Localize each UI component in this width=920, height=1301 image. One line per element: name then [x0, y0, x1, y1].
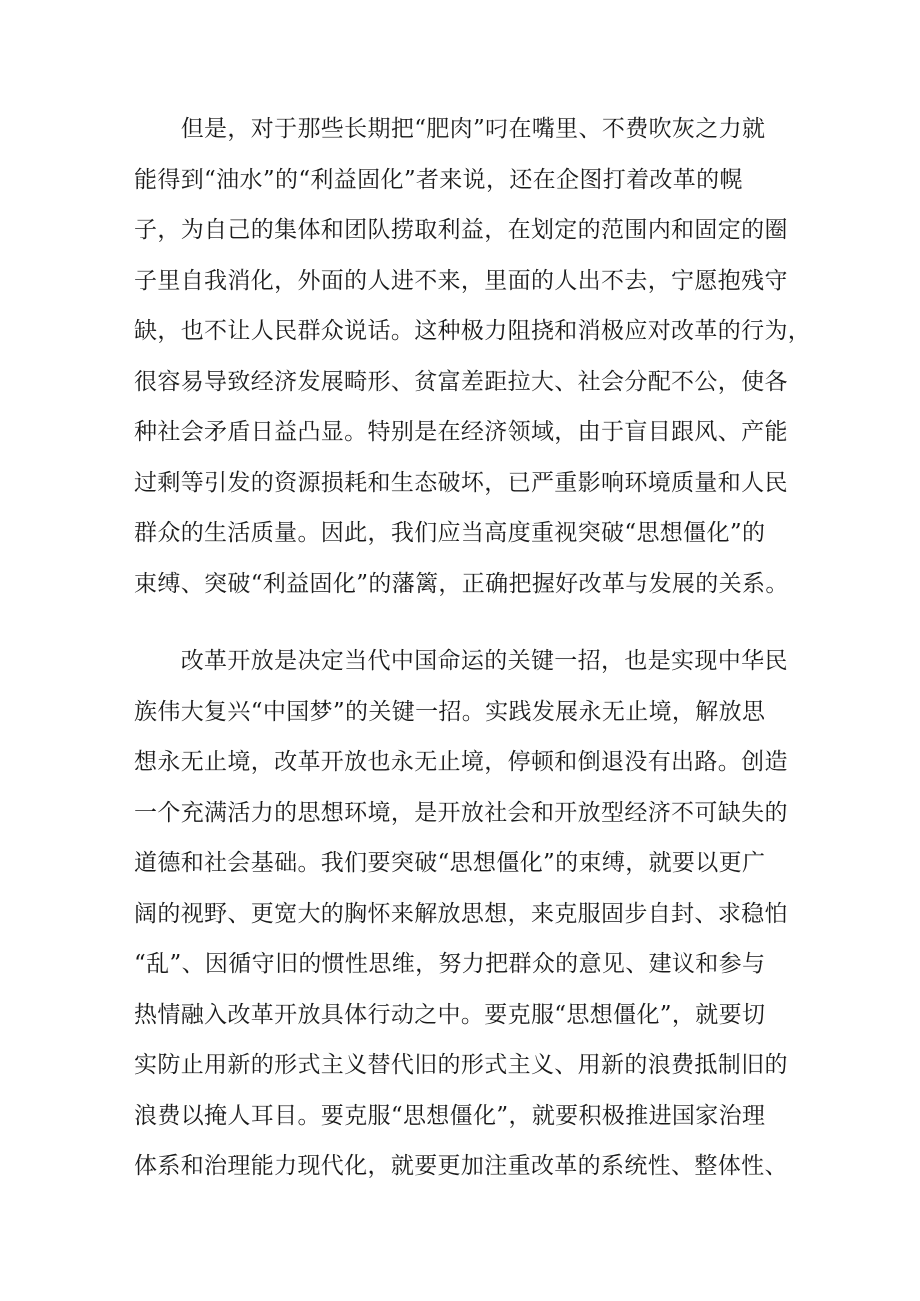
text-line: 道德和社会基础。我们要突破“思想僵化”的束缚，就要以更广	[134, 850, 766, 876]
text-line: 想永无止境，改革开放也永无止境，停顿和倒退没有出路。创造	[134, 749, 788, 775]
text-line: 改革开放是决定当代中国命运的关键一招，也是实现中华民	[134, 648, 788, 674]
text-line: “乱”、因循守旧的惯性思维，努力把群众的意见、建议和参与	[134, 951, 766, 977]
text-line: 热情融入改革开放具体行动之中。要克服“思想僵化”，就要切	[134, 1001, 766, 1028]
text-line: 群众的生活质量。因此，我们应当高度重视突破“思想僵化”的	[134, 520, 766, 546]
text-line: 种社会矛盾日益凸显。特别是在经济领域，由于盲目跟风、产能	[134, 419, 788, 445]
text-line: 一个充满活力的思想环境，是开放社会和开放型经济不可缺失的	[134, 799, 788, 826]
paragraph-1	[134, 104, 812, 609]
text-line: 能得到“油水”的“利益固化”者来说，还在企图打着改革的幌	[134, 166, 743, 193]
text-line: 族伟大复兴“中国梦”的关键一招。实践发展永无止境，解放思	[134, 698, 766, 725]
text-line: 浪费以掩人耳目。要克服“思想僵化”，就要积极推进国家治理	[134, 1102, 766, 1129]
text-line: 阔的视野、更宽大的胸怀来解放思想，来克服固步自封、求稳怕	[134, 900, 788, 927]
text-line: 体系和治理能力现代化，就要更加注重改革的系统性、整体性、	[134, 1153, 788, 1179]
text-line: 子里自我消化，外面的人进不来，里面的人出不去，宁愿抱残守	[134, 267, 788, 294]
text-line: 很容易导致经济发展畸形、贫富差距拉大、社会分配不公，使各	[134, 368, 788, 395]
text-line: 过剩等引发的资源损耗和生态破坏，已严重影响环境质量和人民	[134, 469, 788, 496]
text-line: 但是，对于那些长期把“肥肉”叼在嘴里、不费吹灰之力就	[134, 116, 766, 142]
text-line: 子，为自己的集体和团队捞取利益，在划定的范围内和固定的圈	[134, 217, 788, 243]
text-line: 实防止用新的形式主义替代旧的形式主义、用新的浪费抵制旧的	[134, 1052, 788, 1078]
paragraph-2	[134, 636, 794, 1192]
text-line: 缺，也不让人民群众说话。这种极力阻挠和消极应对改革的行为，	[134, 318, 812, 344]
text-line: 束缚、突破“利益固化”的藩篱，正确把握好改革与发展的关系。	[134, 570, 789, 597]
